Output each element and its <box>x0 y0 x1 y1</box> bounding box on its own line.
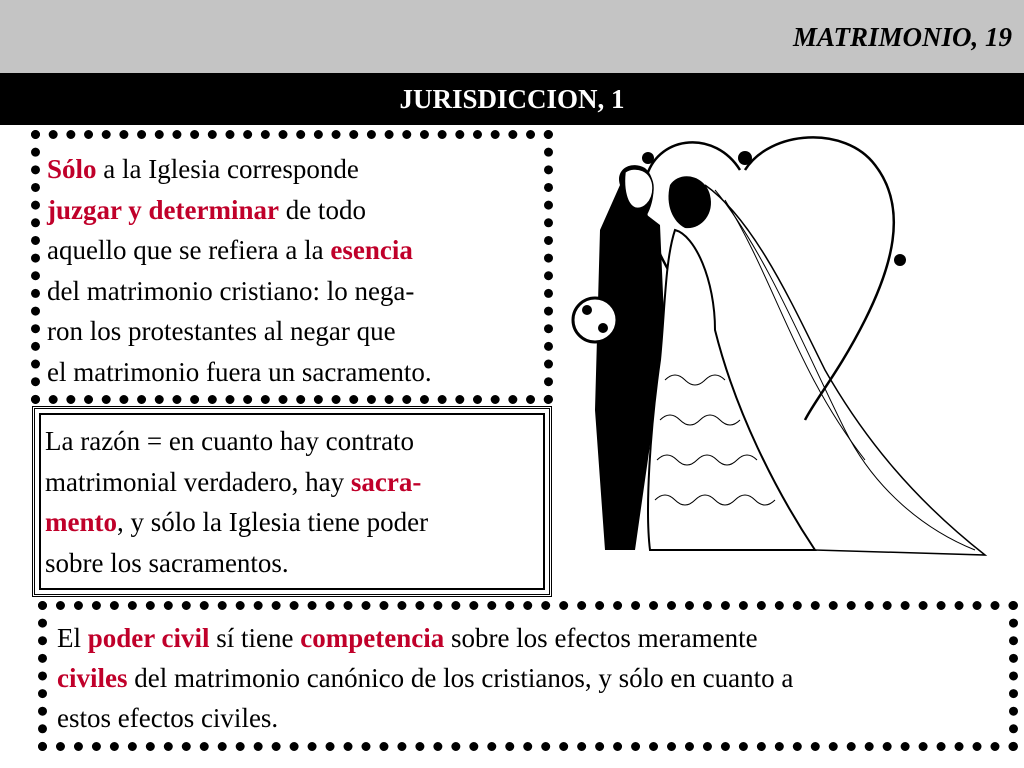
section-title: JURISDICCION, 1 <box>0 73 1024 125</box>
highlight-text: sacra- <box>350 466 422 497</box>
text-box-civil-power <box>38 601 1018 751</box>
highlight-text: Sólo <box>47 154 97 184</box>
bouquet <box>573 298 617 342</box>
text-line: La razón = en cuanto hay contrato <box>45 426 415 456</box>
flower-ornament <box>894 254 906 266</box>
text-line: estos efectos civiles. <box>57 703 279 733</box>
groom-face <box>624 169 653 208</box>
wedding-couple-illustration <box>565 130 995 560</box>
bride-hair <box>668 176 710 228</box>
text-span: , y sólo la Iglesia tiene poder <box>116 507 429 537</box>
text-line <box>47 149 544 190</box>
text-line <box>57 618 1009 658</box>
flower-ornament <box>738 151 752 165</box>
text-line: el matrimonio fuera un sacramento. <box>47 356 432 387</box>
text-span: El <box>57 623 88 653</box>
highlight-text: poder civil <box>87 623 210 653</box>
flower-ornament <box>642 152 654 164</box>
text-span: de todo <box>278 194 366 225</box>
text-line: sobre los sacramentos. <box>45 547 289 578</box>
text-line: del matrimonio cristiano: lo nega- <box>47 275 415 306</box>
text-line: ron los protestantes al negar que <box>47 316 396 346</box>
text-span: del matrimonio canónico de los cristianos, y sólo en cuanto a <box>127 663 794 693</box>
text-span: sí tiene <box>209 623 301 653</box>
bouquet-flower <box>598 323 608 333</box>
text-box-essence <box>31 130 553 404</box>
inner-border <box>39 413 545 590</box>
bouquet-flower <box>582 305 592 315</box>
highlight-text: esencia <box>330 235 413 265</box>
highlight-text: juzgar y determinar <box>47 194 279 225</box>
text-span: aquello que se refiera a la <box>47 235 331 265</box>
text-line <box>57 658 1009 698</box>
header-bar <box>0 0 1024 73</box>
text-span: matrimonial verdadero, hay <box>45 466 351 497</box>
text-box-reason <box>32 406 552 597</box>
text-span: a la Iglesia corresponde <box>96 154 359 184</box>
text-line <box>47 190 544 231</box>
highlight-text: mento <box>45 507 117 537</box>
text-span: sobre los efectos meramente <box>444 623 758 653</box>
highlight-text: civiles <box>57 663 128 693</box>
text-line <box>47 230 544 271</box>
slide-title: MATRIMONIO, 19 <box>792 22 1012 52</box>
highlight-text: competencia <box>300 623 445 653</box>
bride-dress <box>648 230 815 550</box>
